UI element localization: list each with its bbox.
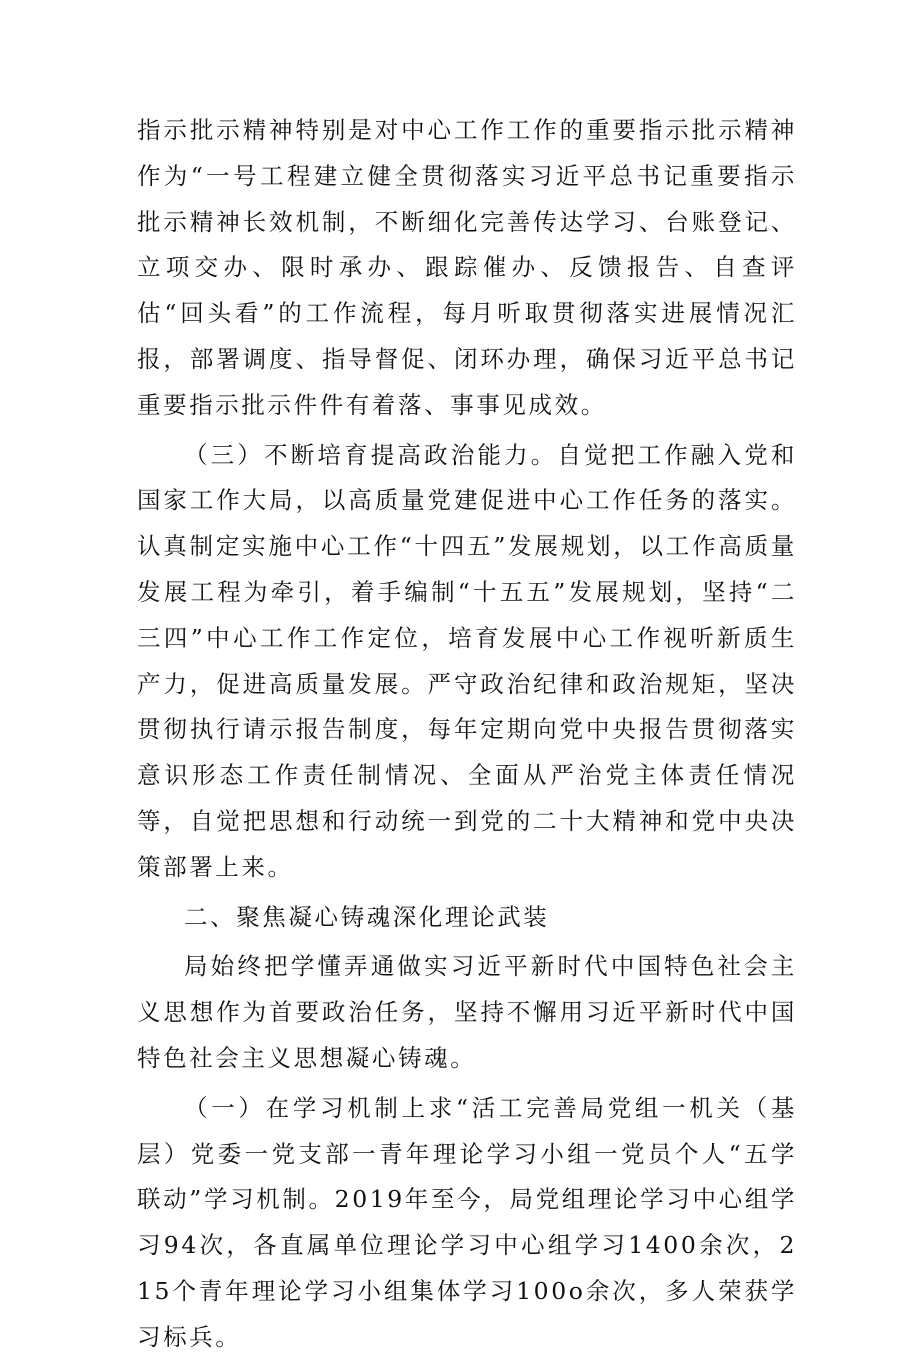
paragraph-4: （一）在学习机制上求“活工完善局党组一机关（基层）党委一党支部一青年理论学习小组一党员个人“五学联动”学习机制。2019年至今，局党组理论学习中心组学习94次，各直属单位理论学习中心组学习1400余次，215个青年理论学习小组集体学习100o余次，多人荣获学习标兵。 [137, 1093, 797, 1351]
paragraph-3: 局始终把学懂弄通做实习近平新时代中国特色社会主义思想作为首要政治任务，坚持不懈用习近平新时代中国特色社会主义思想凝心铸魂。 [137, 952, 797, 1072]
document-body [137, 108, 797, 1361]
section-heading: 二、聚焦凝心铸魂深化理论武装 [184, 902, 550, 931]
paragraph-2: （三）不断培育提高政治能力。自觉把工作融入党和国家工作大局，以高质量党建促进中心工作任务的落实。认真制定实施中心工作“十四五”发展规划，以工作高质量发展工程为牵引，着手编制“十五五”发展规划，坚持“二三四”中心工作工作定位，培育发展中心工作视听新质生产力，促进高质量发展。严守政治纪律和政治规矩，坚决贯彻执行请示报告制度，每年定期向党中央报告贯彻落实意识形态工作责任制情况、全面从严治党主体责任情况等，自觉把思想和行动统一到党的二十大精神和党中央决策部署上来。 [137, 440, 797, 881]
paragraph-1: 指示批示精神特别是对中心工作工作的重要指示批示精神作为“一号工程建立健全贯彻落实习近平总书记重要指示批示精神长效机制，不断细化完善传达学习、台账登记、立项交办、限时承办、跟踪催办、反馈报告、自查评估“回头看”的工作流程，每月听取贯彻落实进展情况汇报，部署调度、指导督促、闭环办理，确保习近平总书记重要指示批示件件有着落、事事见成效。 [137, 116, 797, 419]
